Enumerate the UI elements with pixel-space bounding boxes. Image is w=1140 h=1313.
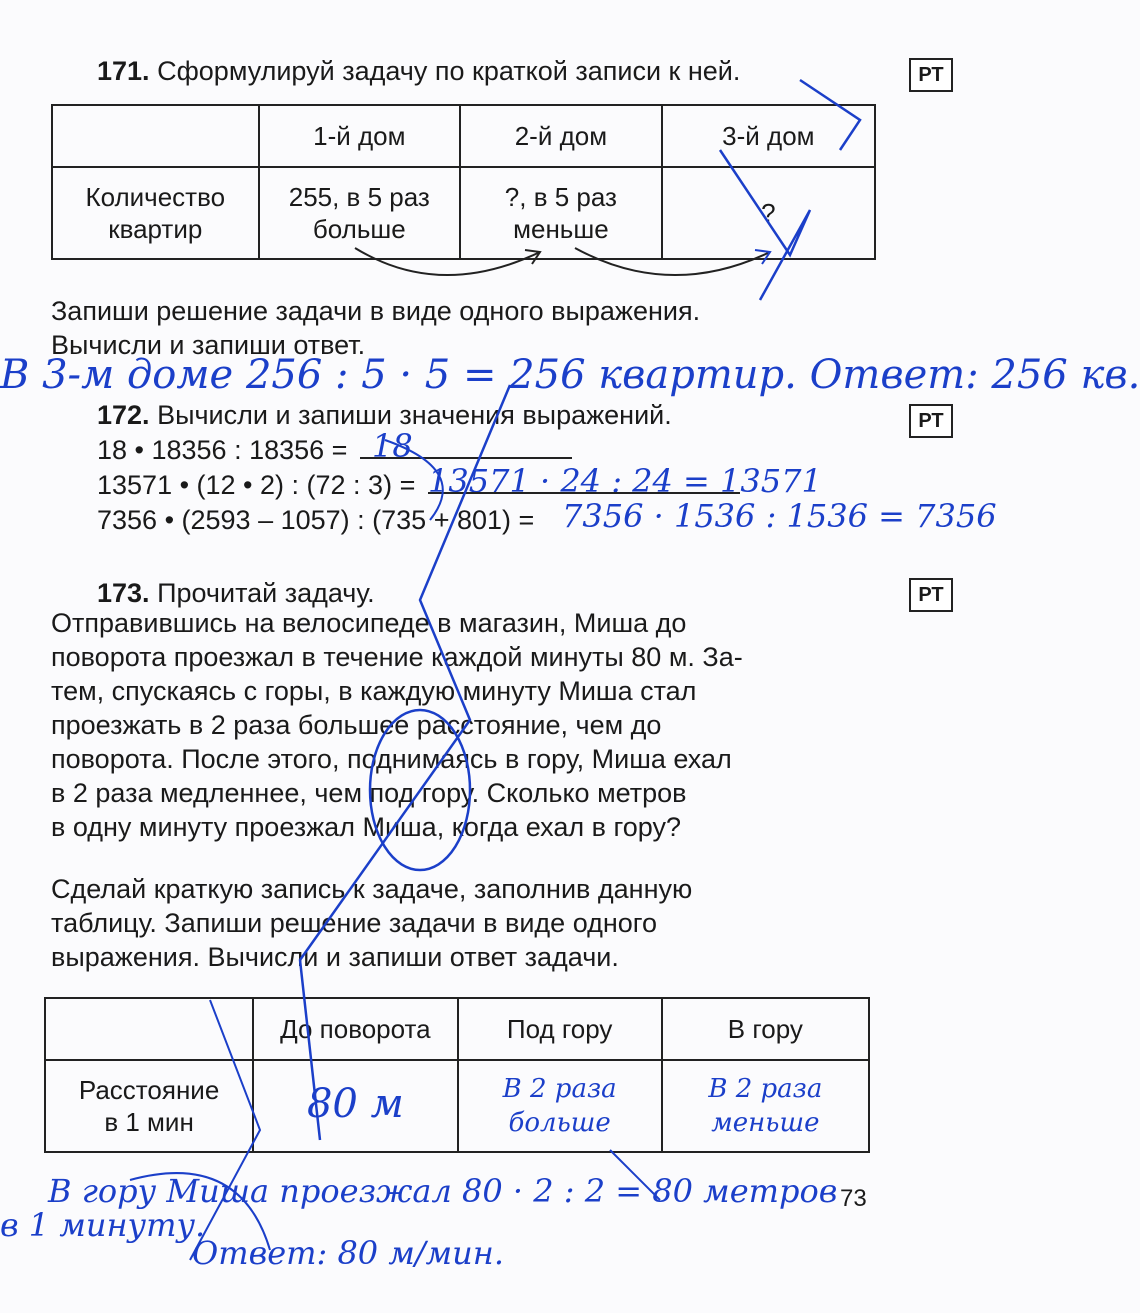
rt-badge: РТ [909,578,953,612]
handwritten-value: 80 м [306,1081,404,1127]
problem-text: Отправившись на велосипеде в магазин, Миша до поворота проезжал в течение каждой минуты 80 м. За- тем, спускаясь с горы, в каждую минуту Миша стал проезжать в 2 раза большее расстояние, чем до поворота. После этого, поднимаясь в гору, Миша ехал в 2 раза медленнее, чем под гору. Сколько метров в одну минуту проезжал Миша, когда ехал в гору? [51,608,743,842]
expression: 18 • 18356 : 18356 = [97,435,348,465]
table-header: 3-й дом [662,105,875,167]
handwritten-answer: 7356 · 1536 : 1536 = 7356 [562,497,997,535]
task-171-heading [97,54,740,88]
handwritten-solution: В гору Миша проезжал 80 · 2 : 2 = 80 метров [48,1172,838,1210]
table-cell: 255, в 5 раз больше [259,167,461,259]
table-cell [253,1060,457,1152]
table-cell [458,1060,662,1152]
row-label: Расстояние в 1 мин [45,1060,253,1152]
table-cell: ?, в 5 раз меньше [460,167,662,259]
expression: 7356 • (2593 – 1057) : (735 + 801) = [97,505,535,535]
task-number: 173. [97,578,150,608]
task-title: Прочитай задачу. [157,578,375,608]
task-number: 171. [97,56,150,86]
expression: 13571 • (12 • 2) : (72 : 3) = [97,470,416,500]
page-number: 73 [840,1185,867,1212]
table-header-empty [45,998,253,1060]
table-cell: ? [662,167,875,259]
table-header: До поворота [253,998,457,1060]
handwritten-answer: Ответ: 80 м/мин. [192,1234,505,1272]
task-number: 172. [97,400,150,430]
table-header: 2-й дом [460,105,662,167]
instruction: Запиши решение задачи в виде одного выражения. [51,296,701,326]
table-header-empty [52,105,259,167]
houses-table [51,104,876,260]
task-title: Вычисли и запиши значения выражений. [157,400,672,430]
rt-badge: РТ [909,404,953,438]
handwritten-solution-cont: в 1 минуту. [0,1206,206,1244]
task-173-heading [97,576,375,610]
table-header: Под гору [458,998,662,1060]
task-title: Сформулируй задачу по краткой записи к ней. [157,56,741,86]
handwritten-answer: В 3-м доме 256 : 5 · 5 = 256 квартир. Ответ: 256 кв. [0,352,1140,398]
instruction-text: Сделай краткую запись к задаче, заполнив данную таблицу. Запиши решение задачи в виде одного выражения. Вычисли и запиши ответ задачи. [51,874,693,972]
handwritten-answer: 18 [372,427,413,465]
table-header: 1-й дом [259,105,461,167]
handwritten-value: В 2 раза больше [502,1074,617,1138]
handwritten-value: В 2 раза меньше [708,1074,823,1138]
table-cell [662,1060,869,1152]
rt-badge: РТ [909,58,953,92]
table-header: В гору [662,998,869,1060]
instruction: Вычисли и запиши ответ. [51,330,366,360]
distance-table [44,997,870,1153]
handwritten-answer: 13571 · 24 : 24 = 13571 [428,462,822,500]
row-label: Количество квартир [52,167,259,259]
